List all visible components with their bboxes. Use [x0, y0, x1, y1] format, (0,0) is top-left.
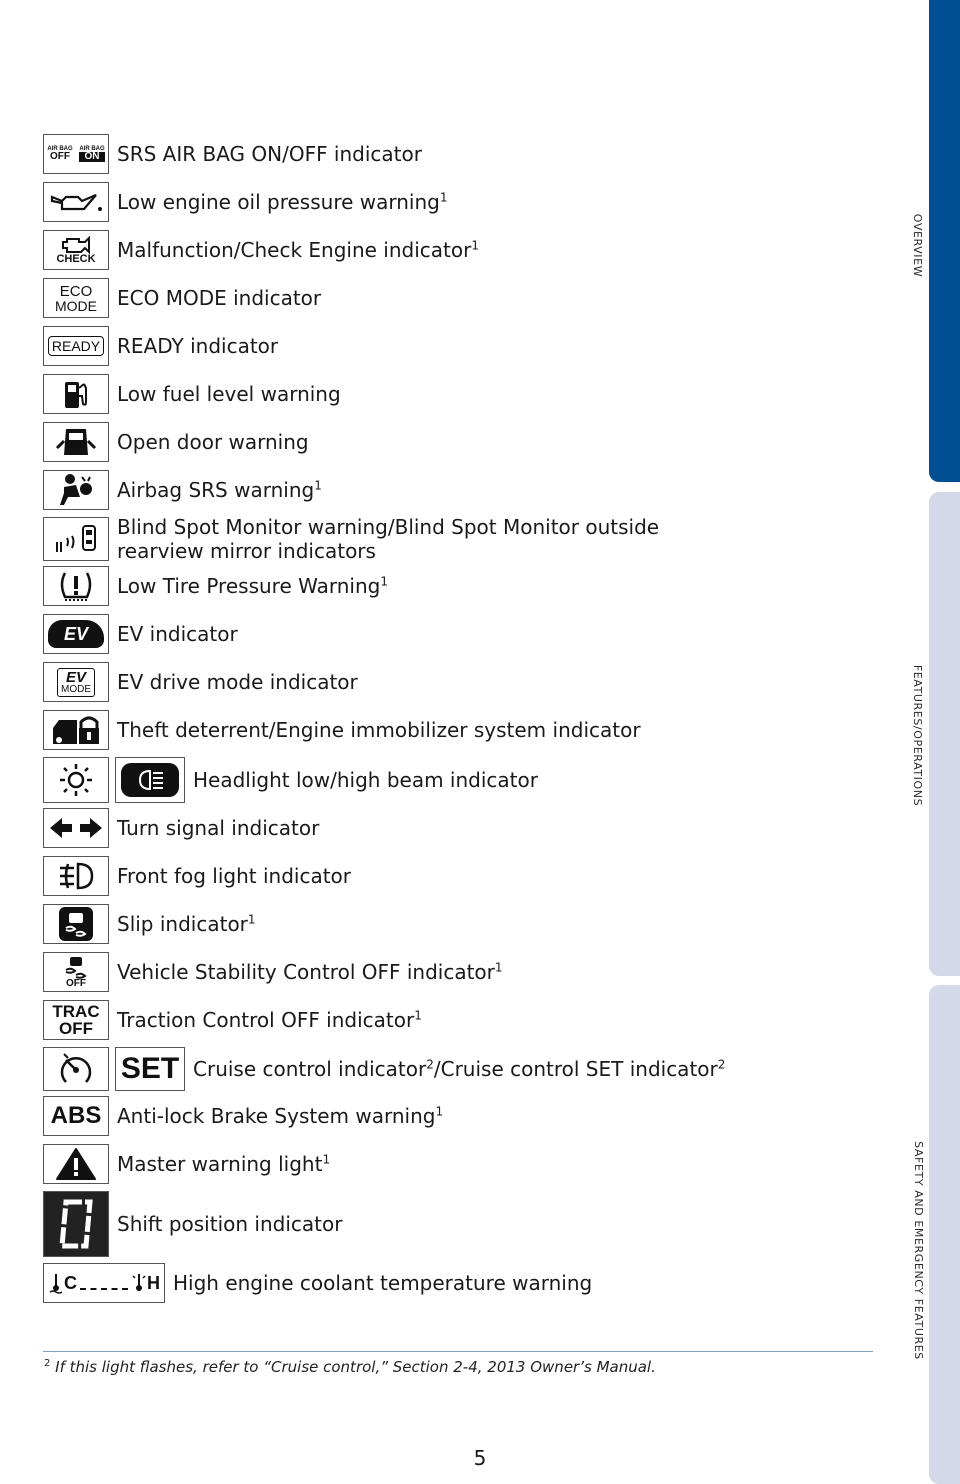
- row-ev-drive-mode: [43, 660, 358, 704]
- row-turn-signal: [43, 806, 319, 850]
- headlight-beam-icon: [115, 757, 185, 803]
- ev-mode-icon: EV MODE: [43, 662, 109, 702]
- tire-pressure-icon: [43, 566, 109, 606]
- row-label: Vehicle Stability Control OFF indicator$^1$: [117, 960, 503, 984]
- safety-emergency-label: SAFETY AND EMERGENCY FEATURES: [911, 1140, 925, 1360]
- features-operations-label: FEATURES/OPERATIONS: [911, 664, 925, 806]
- row-label: Slip indicator$^1$: [117, 912, 256, 936]
- row-label: Malfunction/Check Engine indicator$^1$: [117, 238, 479, 262]
- front-fog-icon: [43, 856, 109, 896]
- slip-car-icon: [43, 904, 109, 944]
- check-engine-icon: CHECK: [43, 230, 109, 270]
- row-ready: [43, 324, 278, 368]
- row-label: EV indicator: [117, 622, 238, 646]
- page-number: 5: [473, 1446, 487, 1470]
- row-coolant-temperature: [43, 1261, 592, 1305]
- row-front-fog: [43, 854, 351, 898]
- coolant-temp-gauge-icon: C H: [43, 1263, 165, 1303]
- ready-icon: READY: [43, 326, 109, 366]
- row-eco-mode: [43, 276, 321, 320]
- row-headlight: [43, 756, 538, 804]
- row-srs-airbag-onoff: [43, 132, 422, 176]
- row-label: Traction Control OFF indicator$^1$: [117, 1008, 422, 1032]
- row-label: EV drive mode indicator: [117, 670, 358, 694]
- row-label: READY indicator: [117, 334, 279, 358]
- row-label: ECO MODE indicator: [117, 286, 322, 310]
- abs-icon: ABS: [43, 1096, 109, 1136]
- overview-tab[interactable]: [929, 0, 960, 482]
- oil-can-icon: [43, 182, 109, 222]
- row-check-engine: [43, 228, 479, 272]
- footnote-divider: [43, 1351, 873, 1352]
- shift-position-segment-icon: [43, 1191, 109, 1257]
- vsc-off-icon: OFF: [43, 952, 109, 992]
- row-open-door: [43, 420, 309, 464]
- eco-mode-icon: ECO MODE: [43, 278, 109, 318]
- blind-spot-monitor-icon: [43, 517, 109, 561]
- row-label: Master warning light$^1$: [117, 1152, 331, 1176]
- row-shift-position: [43, 1190, 342, 1258]
- airbag-person-icon: [43, 470, 109, 510]
- row-label: Cruise control indicator$^2$/Cruise control SET indicator$^2$: [193, 1057, 726, 1081]
- row-label: Theft deterrent/Engine immobilizer system indicator: [117, 718, 641, 742]
- row-abs: [43, 1094, 443, 1138]
- row-label: Anti-lock Brake System warning$^1$: [117, 1104, 444, 1128]
- footnote: $^2$ If this light flashes, refer to “Cruise control,” Section 2-4, 2013 Owner’s Manual.: [44, 1358, 656, 1376]
- row-cruise-control: [43, 1046, 725, 1092]
- row-label: High engine coolant temperature warning: [173, 1271, 593, 1295]
- row-slip: [43, 902, 256, 946]
- row-trac-off: [43, 998, 422, 1042]
- row-airbag-srs: [43, 468, 322, 512]
- row-blind-spot-monitor: [43, 516, 677, 562]
- cruise-set-icon: SET: [115, 1047, 185, 1091]
- open-door-car-icon: [43, 422, 109, 462]
- features-operations-tab[interactable]: [929, 492, 960, 976]
- tail-light-icon: [43, 757, 109, 803]
- cruise-control-gauge-icon: [43, 1047, 109, 1091]
- master-warning-triangle-icon: [43, 1144, 109, 1184]
- row-low-tire-pressure: [43, 564, 388, 608]
- trac-off-icon: TRAC OFF: [43, 1000, 109, 1040]
- row-ev-indicator: [43, 612, 238, 656]
- airbag-onoff-icon: AIR BAG OFF AIR BAG ON: [43, 134, 109, 174]
- row-label: Headlight low/high beam indicator: [193, 768, 538, 792]
- row-label: Open door warning: [117, 430, 309, 454]
- row-label: Turn signal indicator: [117, 816, 320, 840]
- row-label: Low Tire Pressure Warning$^1$: [117, 574, 388, 598]
- row-label: Front fog light indicator: [117, 864, 351, 888]
- safety-emergency-tab[interactable]: [929, 985, 960, 1484]
- row-master-warning: [43, 1142, 330, 1186]
- overview-label: OVERVIEW: [911, 213, 925, 277]
- row-label: SRS AIR BAG ON/OFF indicator: [117, 142, 422, 166]
- row-label: Low fuel level warning: [117, 382, 341, 406]
- row-vsc-off: [43, 950, 503, 994]
- row-theft-deterrent: [43, 708, 641, 752]
- row-label: Blind Spot Monitor warning/Blind Spot Monitor outside rearview mirror indicators: [117, 515, 660, 563]
- row-label: Low engine oil pressure warning$^1$: [117, 190, 448, 214]
- car-lock-icon: [43, 710, 109, 750]
- row-low-fuel: [43, 372, 341, 416]
- ev-car-icon: EV: [43, 614, 109, 654]
- row-label: Shift position indicator: [117, 1212, 343, 1236]
- row-label: Airbag SRS warning$^1$: [117, 478, 322, 502]
- turn-signal-arrows-icon: [43, 808, 109, 848]
- row-oil-pressure: [43, 180, 448, 224]
- fuel-pump-icon: [43, 374, 109, 414]
